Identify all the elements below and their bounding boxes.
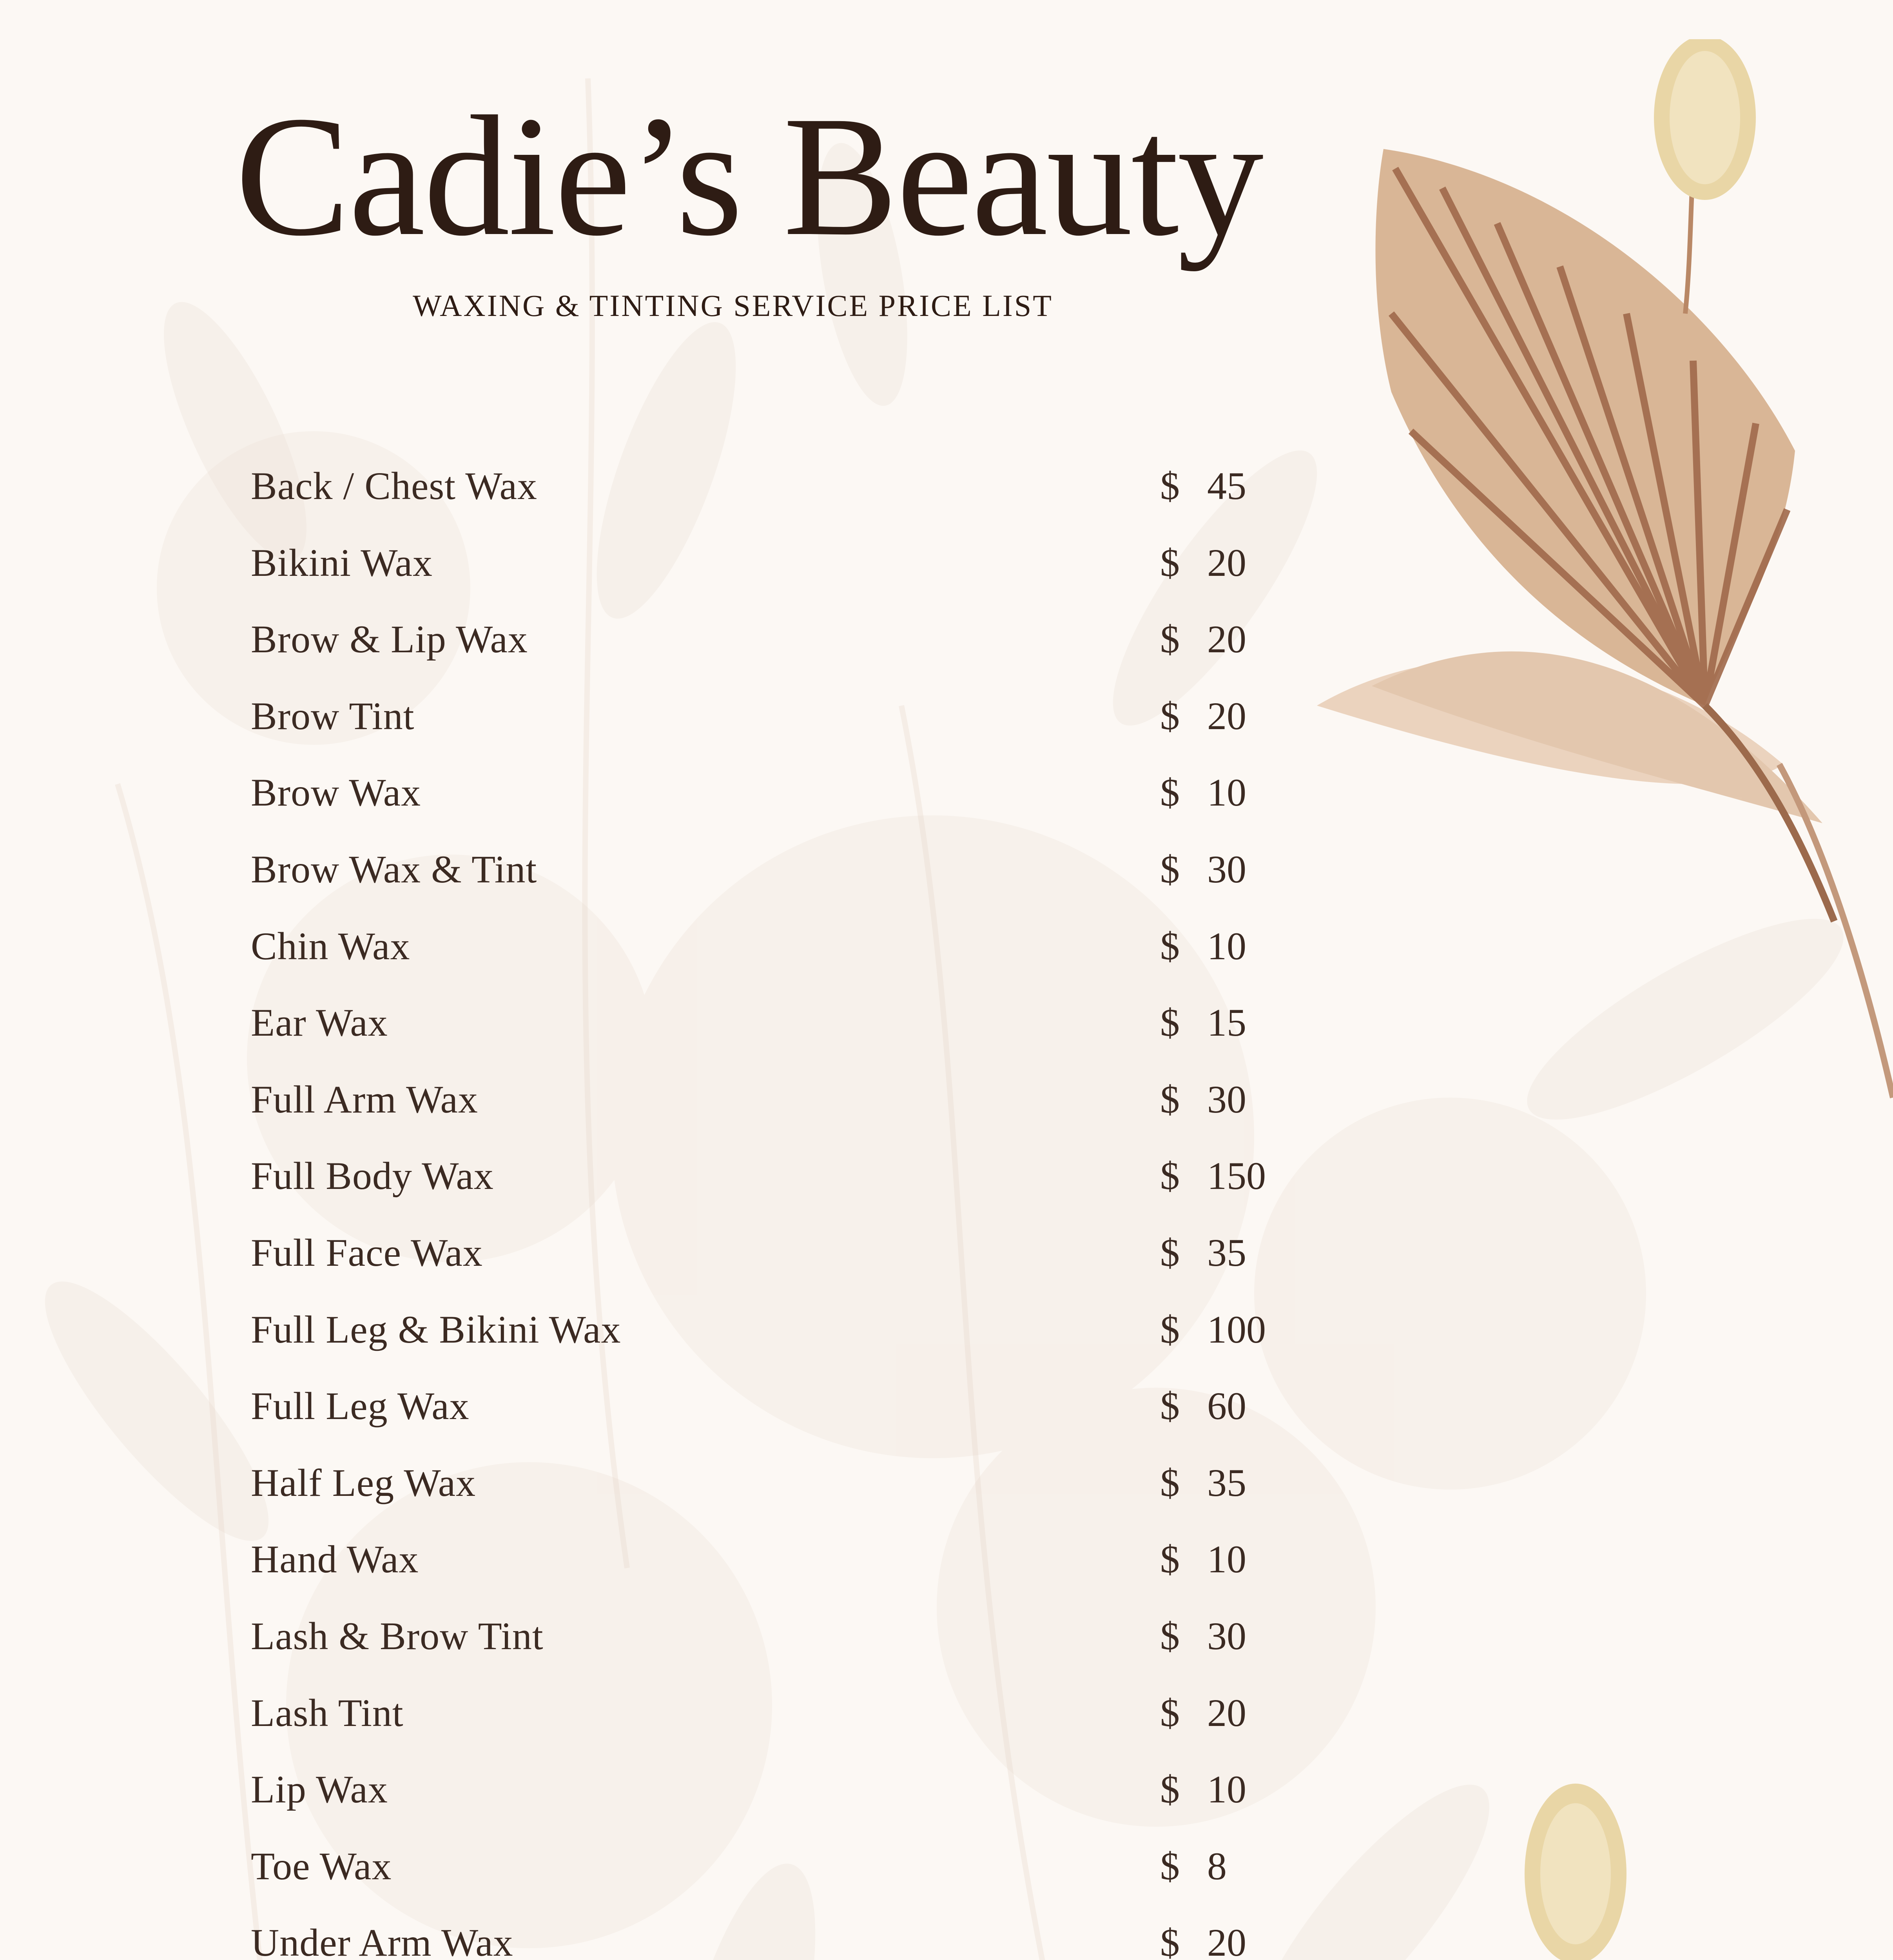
service-name: Ear Wax bbox=[251, 1001, 388, 1045]
currency-symbol: $ bbox=[1160, 1231, 1180, 1274]
bunny-tail-grass-illustration bbox=[1654, 39, 1756, 314]
service-name: Under Arm Wax bbox=[251, 1921, 513, 1960]
service-name: Brow Wax & Tint bbox=[251, 848, 537, 891]
list-item bbox=[0, 1609, 1893, 1664]
service-name: Bikini Wax bbox=[251, 541, 433, 584]
currency-symbol: $ bbox=[1160, 541, 1180, 584]
service-name: Back / Chest Wax bbox=[251, 464, 537, 508]
currency-symbol: $ bbox=[1160, 694, 1180, 738]
currency-symbol: $ bbox=[1160, 1844, 1180, 1888]
service-price: 10 bbox=[1207, 924, 1246, 968]
currency-symbol: $ bbox=[1160, 1691, 1180, 1735]
list-item bbox=[0, 1379, 1893, 1434]
currency-symbol: $ bbox=[1160, 848, 1180, 891]
service-name: Lash Tint bbox=[251, 1691, 404, 1735]
service-price: 30 bbox=[1207, 1077, 1246, 1121]
service-name: Hand Wax bbox=[251, 1537, 419, 1581]
service-price: 20 bbox=[1207, 1691, 1246, 1735]
currency-symbol: $ bbox=[1160, 924, 1180, 968]
currency-symbol: $ bbox=[1160, 1001, 1180, 1045]
currency-symbol: $ bbox=[1160, 1921, 1180, 1960]
page-subtitle: WAXING & TINTING SERVICE PRICE LIST bbox=[413, 289, 1053, 323]
service-price: 20 bbox=[1207, 1921, 1246, 1960]
dried-palm-leaf-illustration bbox=[1489, 1784, 1893, 1960]
service-name: Full Leg & Bikini Wax bbox=[251, 1307, 621, 1351]
currency-symbol: $ bbox=[1160, 1461, 1180, 1504]
currency-symbol: $ bbox=[1160, 1077, 1180, 1121]
service-name: Brow Tint bbox=[251, 694, 415, 738]
service-price: 100 bbox=[1207, 1307, 1266, 1351]
service-name: Lip Wax bbox=[251, 1768, 388, 1811]
currency-symbol: $ bbox=[1160, 1768, 1180, 1811]
service-name: Full Face Wax bbox=[251, 1231, 483, 1274]
currency-symbol: $ bbox=[1160, 464, 1180, 508]
currency-symbol: $ bbox=[1160, 1307, 1180, 1351]
service-price: 45 bbox=[1207, 464, 1246, 508]
list-item bbox=[0, 1149, 1893, 1203]
currency-symbol: $ bbox=[1160, 1614, 1180, 1658]
service-name: Toe Wax bbox=[251, 1844, 392, 1888]
service-name: Full Leg Wax bbox=[251, 1384, 470, 1428]
currency-symbol: $ bbox=[1160, 1384, 1180, 1428]
pampas-grass-illustration bbox=[1317, 652, 1893, 1098]
service-name: Brow & Lip Wax bbox=[251, 617, 528, 661]
service-price: 60 bbox=[1207, 1384, 1246, 1428]
service-price: 35 bbox=[1207, 1231, 1246, 1274]
service-price: 8 bbox=[1207, 1844, 1227, 1888]
service-price: 20 bbox=[1207, 541, 1246, 584]
bunny-tail-grass-illustration bbox=[1525, 1784, 1638, 1960]
service-name: Brow Wax bbox=[251, 771, 421, 815]
service-price: 150 bbox=[1207, 1154, 1266, 1198]
currency-symbol: $ bbox=[1160, 1154, 1180, 1198]
list-item bbox=[0, 1455, 1893, 1510]
list-item bbox=[0, 1686, 1893, 1740]
service-name: Half Leg Wax bbox=[251, 1461, 476, 1504]
service-name: Lash & Brow Tint bbox=[251, 1614, 544, 1658]
service-price: 20 bbox=[1207, 694, 1246, 738]
service-price: 10 bbox=[1207, 771, 1246, 815]
service-price: 30 bbox=[1207, 1614, 1246, 1658]
service-price: 35 bbox=[1207, 1461, 1246, 1504]
service-price: 10 bbox=[1207, 1537, 1246, 1581]
service-name: Full Body Wax bbox=[251, 1154, 494, 1198]
currency-symbol: $ bbox=[1160, 617, 1180, 661]
dried-palm-leaf-illustration bbox=[1293, 39, 1893, 1117]
list-item bbox=[0, 1302, 1893, 1357]
service-name: Chin Wax bbox=[251, 924, 410, 968]
service-price: 30 bbox=[1207, 848, 1246, 891]
service-price: 10 bbox=[1207, 1768, 1246, 1811]
service-price: 15 bbox=[1207, 1001, 1246, 1045]
service-price: 20 bbox=[1207, 617, 1246, 661]
service-name: Full Arm Wax bbox=[251, 1077, 478, 1121]
list-item bbox=[0, 1225, 1893, 1280]
currency-symbol: $ bbox=[1160, 1537, 1180, 1581]
list-item bbox=[0, 1532, 1893, 1587]
currency-symbol: $ bbox=[1160, 771, 1180, 815]
page-title: Cadie’s Beauty bbox=[235, 81, 1262, 272]
